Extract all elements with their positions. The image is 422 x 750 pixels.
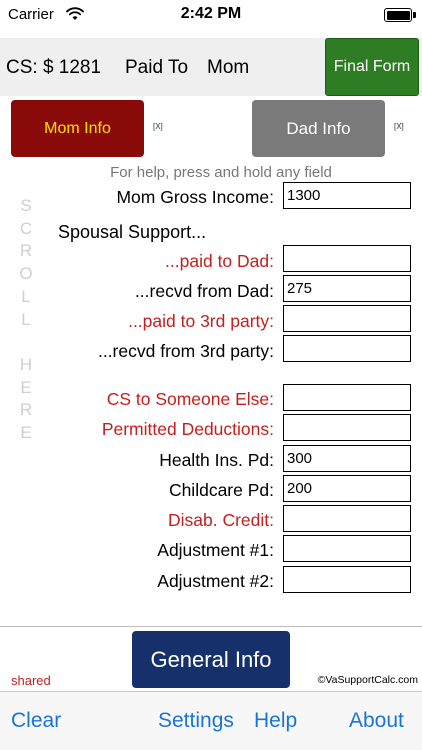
carrier-name: Carrier [8,6,54,23]
scroll-letter: O [19,264,33,284]
disab-credit-input[interactable] [283,505,411,532]
scroll-letter [15,331,37,354]
gross-income-label: Mom Gross Income: [116,187,274,207]
disab-credit-label: Disab. Credit: [167,510,274,530]
scroll-letter: E [20,423,32,443]
battery-icon [384,8,412,22]
adjustment-1-label: Adjustment #1: [157,540,274,560]
final-form-button[interactable]: Final Form [325,38,419,96]
childcare-label: Childcare Pd: [168,480,274,500]
spousal-recvd-third-party-input[interactable] [283,335,411,362]
permitted-deductions-label: Permitted Deductions: [101,419,274,439]
spousal-support-heading: Spousal Support... [58,222,207,242]
copyright-text: ©VaSupportCalc.com [317,674,418,686]
spousal-paid-to-dad-input[interactable] [283,245,411,272]
spousal-paid-third-party-label: ...paid to 3rd party: [128,311,274,331]
mom-info-tab[interactable]: Mom Info [11,100,144,157]
childcare-input[interactable] [283,475,411,502]
scroll-letter: S [20,196,32,215]
health-ins-input[interactable] [283,445,411,472]
about-button[interactable]: About [349,709,404,732]
paid-to-value: Mom [207,57,250,78]
help-button[interactable]: Help [254,709,298,732]
scroll-letter: H [19,354,33,374]
scroll-letter: L [21,286,31,306]
spousal-paid-third-party-input[interactable] [283,305,411,332]
status-time: 2:42 PM [180,5,242,22]
bottom-toolbar [0,691,422,750]
spousal-recvd-from-dad-label: ...recvd from Dad: [134,281,274,301]
scroll-letter: C [19,218,33,238]
dad-close-icon[interactable]: [X] [394,122,404,131]
scroll-letter: L [21,309,31,329]
permitted-deductions-input[interactable] [283,414,411,441]
cs-to-someone-else-label: CS to Someone Else: [106,389,274,409]
scroll-here-hint[interactable] [15,195,37,445]
scroll-letter: R [19,400,33,420]
child-support-amount: CS: $ 1281 [6,57,102,78]
cs-to-someone-else-input[interactable] [283,384,411,411]
adjustment-2-input[interactable] [283,566,411,593]
settings-button[interactable]: Settings [158,709,234,732]
spousal-paid-to-dad-label: ...paid to Dad: [165,251,274,271]
shared-label: shared [11,673,51,688]
gross-income-input[interactable] [283,182,411,209]
paid-to-label: Paid To [125,57,189,78]
clear-button[interactable]: Clear [11,709,62,732]
mom-close-icon[interactable]: [X] [153,122,163,131]
general-info-button[interactable]: General Info [132,631,290,688]
help-hint: For help, press and hold any field [110,164,332,181]
bottom-divider [0,626,422,627]
spousal-recvd-third-party-label: ...recvd from 3rd party: [97,341,274,361]
status-bar [0,0,422,32]
battery-tip [413,12,416,18]
spousal-recvd-from-dad-input[interactable] [283,275,411,302]
scroll-letter: E [20,377,32,397]
adjustment-1-input[interactable] [283,535,411,562]
adjustment-2-label: Adjustment #2: [157,571,274,591]
scroll-letter: R [19,241,33,261]
health-ins-label: Health Ins. Pd: [159,450,274,470]
dad-info-tab[interactable]: Dad Info [252,100,385,157]
